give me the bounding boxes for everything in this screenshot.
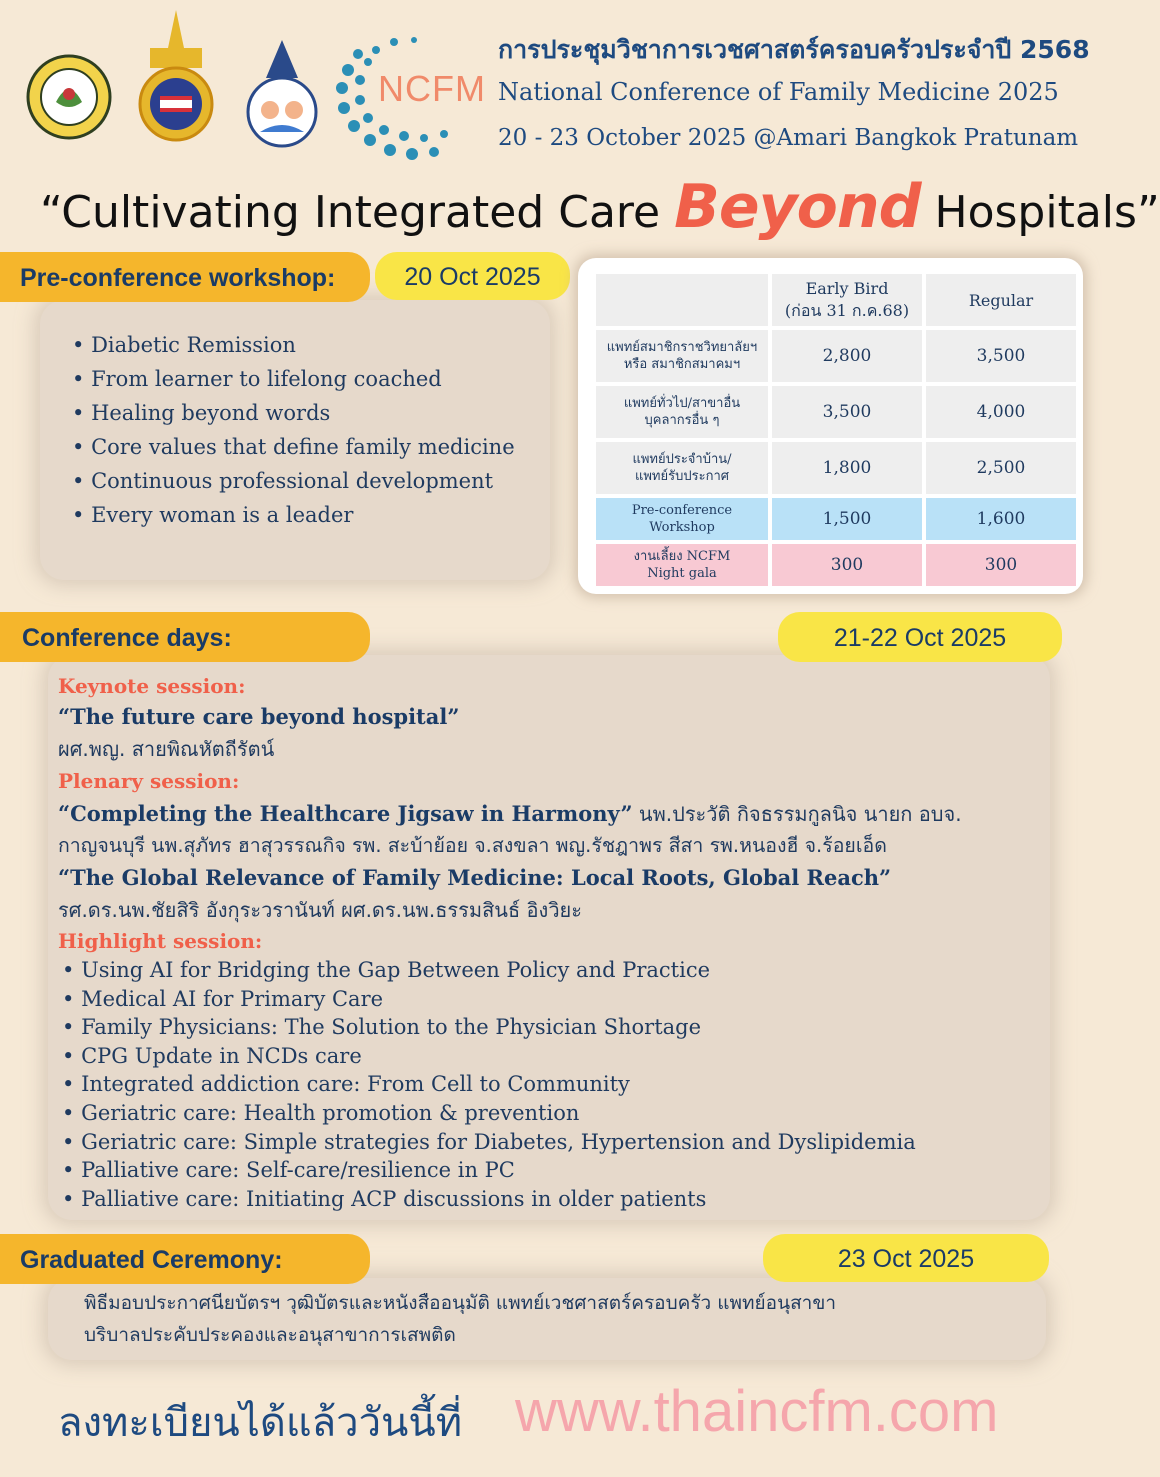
highlight-session: • Using AI for Bridging the Gap Between Policy and Practice: [62, 956, 1048, 985]
conference-title-english: National Conference of Family Medicine 2025: [498, 78, 1059, 106]
conference-content: [58, 672, 1048, 1213]
highlight-session: • Family Physicians: The Solution to the Physician Shortage: [62, 1013, 1048, 1042]
conference-date: 21-22 Oct 2025: [778, 612, 1062, 662]
preconference-date: 20 Oct 2025: [375, 252, 570, 300]
register-text: ลงทะเบียนได้แล้ววันนี้ที่: [58, 1400, 463, 1446]
fee-early-value: 3,500: [772, 386, 922, 438]
fee-row-label: แพทย์ทั่วไป/สาขาอื่น บุคลากรอื่น ๆ: [596, 386, 768, 438]
workshop-topic: • Core values that define family medicine: [72, 432, 515, 466]
highlight-label: Highlight session:: [58, 929, 263, 953]
fee-regular-value: 2,500: [926, 442, 1076, 494]
fee-header-empty: [596, 274, 768, 326]
plenary-1-title: “Completing the Healthcare Jigsaw in Harmony”: [58, 801, 633, 826]
fee-regular-value: 4,000: [926, 386, 1076, 438]
fee-early-value: 2,800: [772, 330, 922, 382]
workshop-topic: • Continuous professional development: [72, 466, 515, 500]
royal-college-logo: [128, 8, 224, 148]
graduation-label: Graduated Ceremony:: [0, 1234, 370, 1284]
society-logo: [238, 38, 326, 148]
fee-row: [596, 442, 1076, 494]
preconference-label: Pre-conference workshop:: [0, 252, 370, 302]
fee-early-value: 1,800: [772, 442, 922, 494]
tagline-open: “Cultivating Integrated Care: [40, 187, 675, 238]
association-logo: [26, 52, 112, 142]
plenary-1: [58, 798, 1048, 830]
registration-url-link[interactable]: www.thaincfm.com: [515, 1379, 999, 1444]
tagline-close: Hospitals”: [920, 187, 1160, 238]
fee-row-label: งานเลี้ยง NCFM Night gala: [596, 544, 768, 586]
fee-row: [596, 498, 1076, 540]
fee-row-label: แพทย์สมาชิกราชวิทยาลัยฯ หรือ สมาชิกสมาคมฯ: [596, 330, 768, 382]
fee-regular-value: 1,600: [926, 498, 1076, 540]
plenary-2-title: “The Global Relevance of Family Medicine: Local Roots, Global Reach”: [58, 865, 892, 890]
graduation-date: 23 Oct 2025: [763, 1234, 1049, 1282]
fee-header-early-bird: [772, 274, 922, 326]
highlight-session: • Palliative care: Self-care/resilience in PC: [62, 1156, 1048, 1185]
fee-row: [596, 330, 1076, 382]
conference-date-venue: 20 - 23 October 2025 @Amari Bangkok Pratunam: [498, 125, 1079, 151]
workshop-topic: • From learner to lifelong coached: [72, 364, 515, 398]
workshop-topic: • Healing beyond words: [72, 398, 515, 432]
fee-early-value: 300: [772, 544, 922, 586]
workshop-topic: • Every woman is a leader: [72, 500, 515, 534]
fee-row: [596, 544, 1076, 586]
highlight-session: • CPG Update in NCDs care: [62, 1042, 1048, 1071]
graduation-line-1: พิธีมอบประกาศนียบัตรฯ วุฒิบัตรและหนังสืออนุมัติ แพทย์เวชศาสตร์ครอบครัว แพทย์อนุสาขา: [84, 1292, 837, 1314]
plenary-1-speakers: นพ.ประวัติ กิจธรรมกูลนิจ นายก อบจ.: [632, 802, 962, 826]
fee-row-label: แพทย์ประจำบ้าน/ แพทย์รับประกาศ: [596, 442, 768, 494]
highlight-session: • Geriatric care: Health promotion & prevention: [62, 1099, 1048, 1128]
keynote-title: “The future care beyond hospital”: [58, 704, 460, 729]
registration-fee-table: [592, 270, 1080, 590]
highlight-session: • Palliative care: Initiating ACP discussions in older patients: [62, 1185, 1048, 1214]
workshop-topic-list: [72, 330, 515, 534]
fee-regular-value: 300: [926, 544, 1076, 586]
ncfm-logo-text: NCFM: [378, 68, 486, 109]
plenary-label: Plenary session:: [58, 769, 240, 793]
tagline-highlight: Beyond: [674, 172, 921, 242]
keynote-speaker: ผศ.พญ. สายพิณหัตถีรัตน์: [58, 737, 275, 761]
registration-fee-card: [578, 258, 1083, 594]
ncfm-logo: [328, 30, 488, 162]
tagline: [40, 172, 1160, 242]
highlight-session: • Integrated addiction care: From Cell to Community: [62, 1070, 1048, 1099]
fee-row: [596, 386, 1076, 438]
early-bird-deadline: (ก่อน 31 ก.ค.68): [784, 301, 910, 320]
conference-label: Conference days:: [0, 612, 370, 662]
fee-regular-value: 3,500: [926, 330, 1076, 382]
highlight-session: • Geriatric care: Simple strategies for Diabetes, Hypertension and Dyslipidemia: [62, 1128, 1048, 1157]
plenary-2-speakers: รศ.ดร.นพ.ชัยสิริ อังกุระวรานันท์ ผศ.ดร.นพ.ธรรมสินธ์ อิงวิยะ: [58, 898, 583, 922]
plenary-1-speakers-cont: กาญจนบุรี นพ.สุภัทร ฮาสุวรรณกิจ รพ. สะบ้าย้อย จ.สงขลา พญ.รัชฎาพร สีสา รพ.หนองฮี จ.ร้อยเอ็ด: [58, 834, 887, 857]
workshop-topic: • Diabetic Remission: [72, 330, 515, 364]
fee-header-regular: Regular: [926, 274, 1076, 326]
graduation-line-2: บริบาลประคับประคองและอนุสาขาการเสพติด: [84, 1324, 456, 1346]
keynote-label: Keynote session:: [58, 674, 246, 698]
early-bird-label: Early Bird: [805, 279, 889, 298]
highlight-session: • Medical AI for Primary Care: [62, 985, 1048, 1014]
conference-title-thai: การประชุมวิชาการเวชศาสตร์ครอบครัวประจำปี 2568: [498, 35, 1090, 64]
fee-row-label: Pre-conference Workshop: [596, 498, 768, 540]
fee-early-value: 1,500: [772, 498, 922, 540]
highlight-session-list: [62, 956, 1048, 1213]
